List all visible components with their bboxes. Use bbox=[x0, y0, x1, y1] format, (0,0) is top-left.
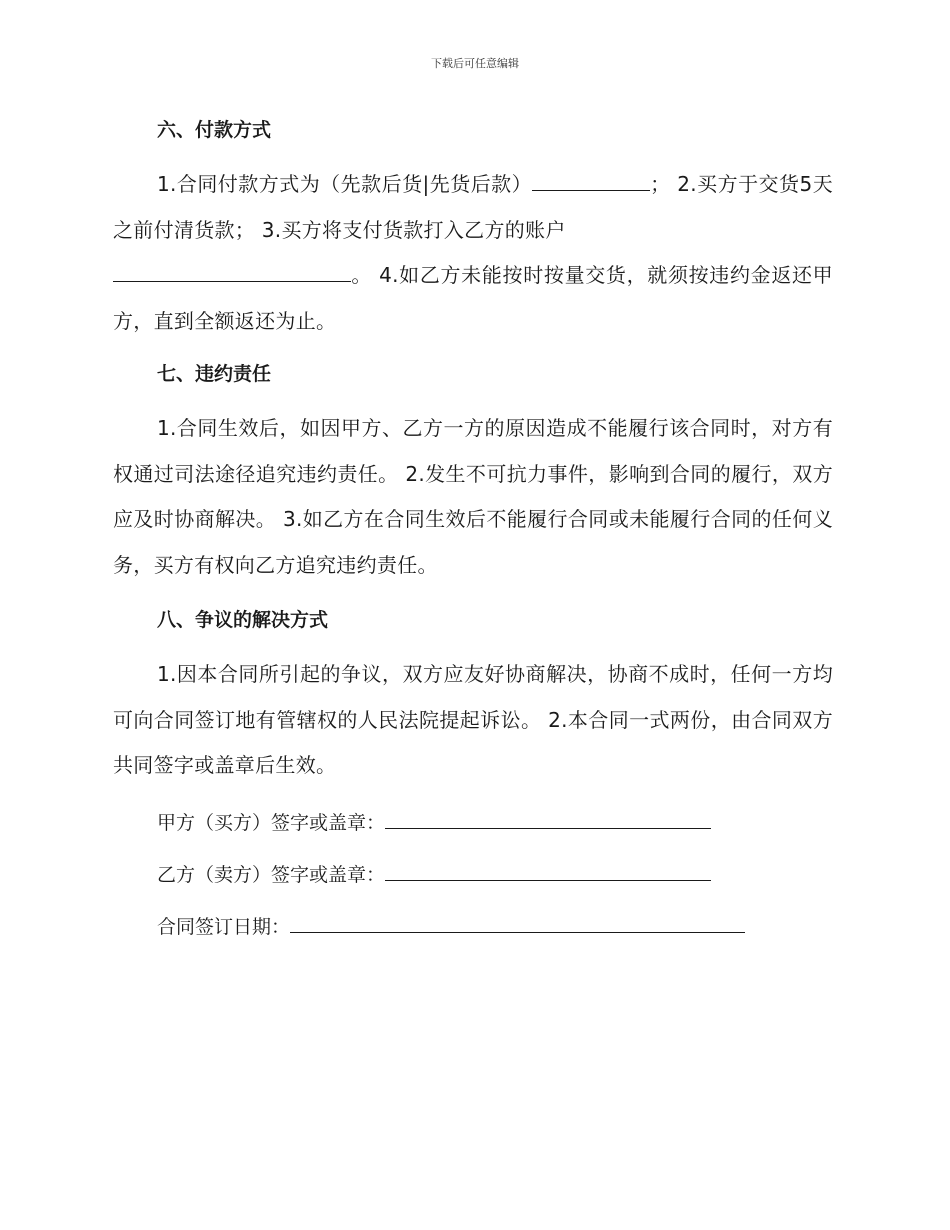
payment-method-blank[interactable] bbox=[532, 170, 650, 191]
contract-date-blank[interactable] bbox=[290, 913, 745, 933]
party-b-signature-blank[interactable] bbox=[385, 861, 711, 881]
payment-text-part3: 。 4.如乙方未能按时按量交货，就须按违约金返还甲方，直到全额返还为止。 bbox=[113, 263, 833, 333]
party-b-label: 乙方（卖方）签字或盖章： bbox=[157, 863, 386, 886]
section-heading-liability: 七、违约责任 bbox=[157, 363, 272, 385]
contract-date-line bbox=[113, 901, 833, 953]
party-a-label: 甲方（买方）签字或盖章： bbox=[157, 811, 386, 834]
payment-text-part1: 1.合同付款方式为（先款后货|先货后款） bbox=[157, 172, 533, 196]
payment-paragraph bbox=[113, 162, 833, 344]
section-heading-dispute: 八、争议的解决方式 bbox=[157, 609, 329, 631]
party-a-signature-line bbox=[113, 797, 833, 849]
account-blank[interactable] bbox=[113, 261, 351, 282]
page-header: 下载后可任意编辑 bbox=[431, 57, 519, 70]
liability-paragraph: 1.合同生效后，如因甲方、乙方一方的原因造成不能履行该合同时，对方有权通过司法途径追究违约责任。 2.发生不可抗力事件，影响到合同的履行，双方应及时协商解决。 3.如乙方在合同生效后不能履行合同或未能履行合同的任何义务，买方有权向乙方追究违约责任。 bbox=[113, 416, 833, 577]
party-a-signature-blank[interactable] bbox=[385, 809, 711, 829]
payment-text-part2: ； 2.买方于交货5天之前付清货款； 3.买方将支付货款打入乙方的账户 bbox=[113, 172, 833, 242]
party-b-signature-line bbox=[113, 849, 833, 901]
contract-date-label: 合同签订日期： bbox=[157, 915, 291, 938]
dispute-paragraph: 1.因本合同所引起的争议，双方应友好协商解决，协商不成时，任何一方均可向合同签订地有管辖权的人民法院提起诉讼。 2.本合同一式两份，由合同双方共同签字或盖章后生效。 bbox=[113, 662, 833, 777]
section-heading-payment: 六、付款方式 bbox=[157, 119, 272, 141]
document-body bbox=[113, 108, 833, 953]
